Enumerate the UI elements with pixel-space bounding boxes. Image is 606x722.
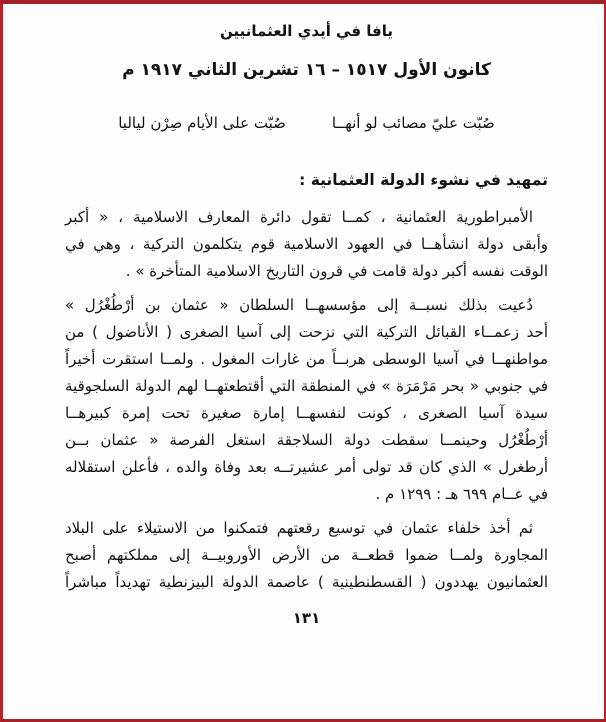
text-line: مواطنهــا في آسيا الوسطى هربــاً من غارات المغول . ولمــا استقرت أخيراً — [65, 350, 548, 368]
poetry-verse — [65, 110, 548, 137]
text-line: الأمبراطورية العثمانية ، كمــا تقول دائرة المعارف الاسلامية ، « أكبر — [65, 208, 533, 226]
text-line: في عــام ٦٩٩ هـ : ١٢٩٩ م . — [375, 485, 548, 503]
chapter-title: يافا في أيدي العثمانيين — [220, 22, 393, 40]
text-line: أرطغرل » الذي كان قد تولى أمر عشيرتــه بعد وفاة والده ، فأعلن استقلاله — [65, 458, 548, 476]
verse-hemistich-second: صُبّت على الأيام صِرْن لياليا — [118, 114, 286, 132]
verse-hemistich-first: صُبّت عليّ مصائب لو أنهــا — [331, 114, 495, 132]
page-number: ١٣١ — [292, 609, 321, 627]
chapter-date-range: كانون الأول ١٥١٧ – ١٦ تشرين الثاني ١٩١٧ م — [122, 60, 491, 80]
text-line: في جنوبي « بحر مَرْمَرَة » في المنطقة التي أقتطعتهــا لهم الدولة السلجوقية — [65, 377, 548, 395]
text-line: العثمانيون يهددون ( القسطنطينية ) عاصمة الدولة البيزنطية تهديداً مباشراً — [65, 573, 548, 591]
text-line: ثم أخذ خلفاء عثمان في توسيع رقعتهم فتمكنوا من الاستيلاء على البلاد — [65, 519, 533, 537]
text-line: المجاورة ولمــا ضموا قطعــة من الأرض الأوروبيــة إلى مملكتهم أصبح — [65, 546, 548, 564]
text-line: سيدة آسيا الصغرى ، كونت لنفسهــا إمارة صغيرة تحت إمرة كبيرهــا — [65, 404, 548, 422]
text-line: دُعيت بذلك نسبــة إلى مؤسسهــا السلطان « عثمان بن أرْطُغْرُل » — [65, 296, 533, 314]
text-line: أرْطُغْرُل وحينمــا سقطت دولة السلاجقة استغل الفرصة « عثمان بــن — [65, 431, 548, 449]
paragraph-origin — [65, 292, 548, 508]
text-line: وأبقى دولة انشأهــا في العهود الاسلامية قوم يتكلمون التركية ، وهي في — [65, 235, 548, 253]
text-line: الوقت نفسه أكبر دولة قامت في قرون التاريخ الاسلامية المتأخرة » . — [125, 262, 548, 280]
text-line: أحد زعمــاء القبائل التركية التي نزحت إلى آسيا الصغرى ( الأناضول ) من — [65, 323, 548, 341]
section-heading: تمهيد في نشوء الدولة العثمانية : — [299, 171, 548, 189]
paragraph-expansion — [65, 515, 548, 596]
paragraph-intro — [65, 204, 548, 285]
